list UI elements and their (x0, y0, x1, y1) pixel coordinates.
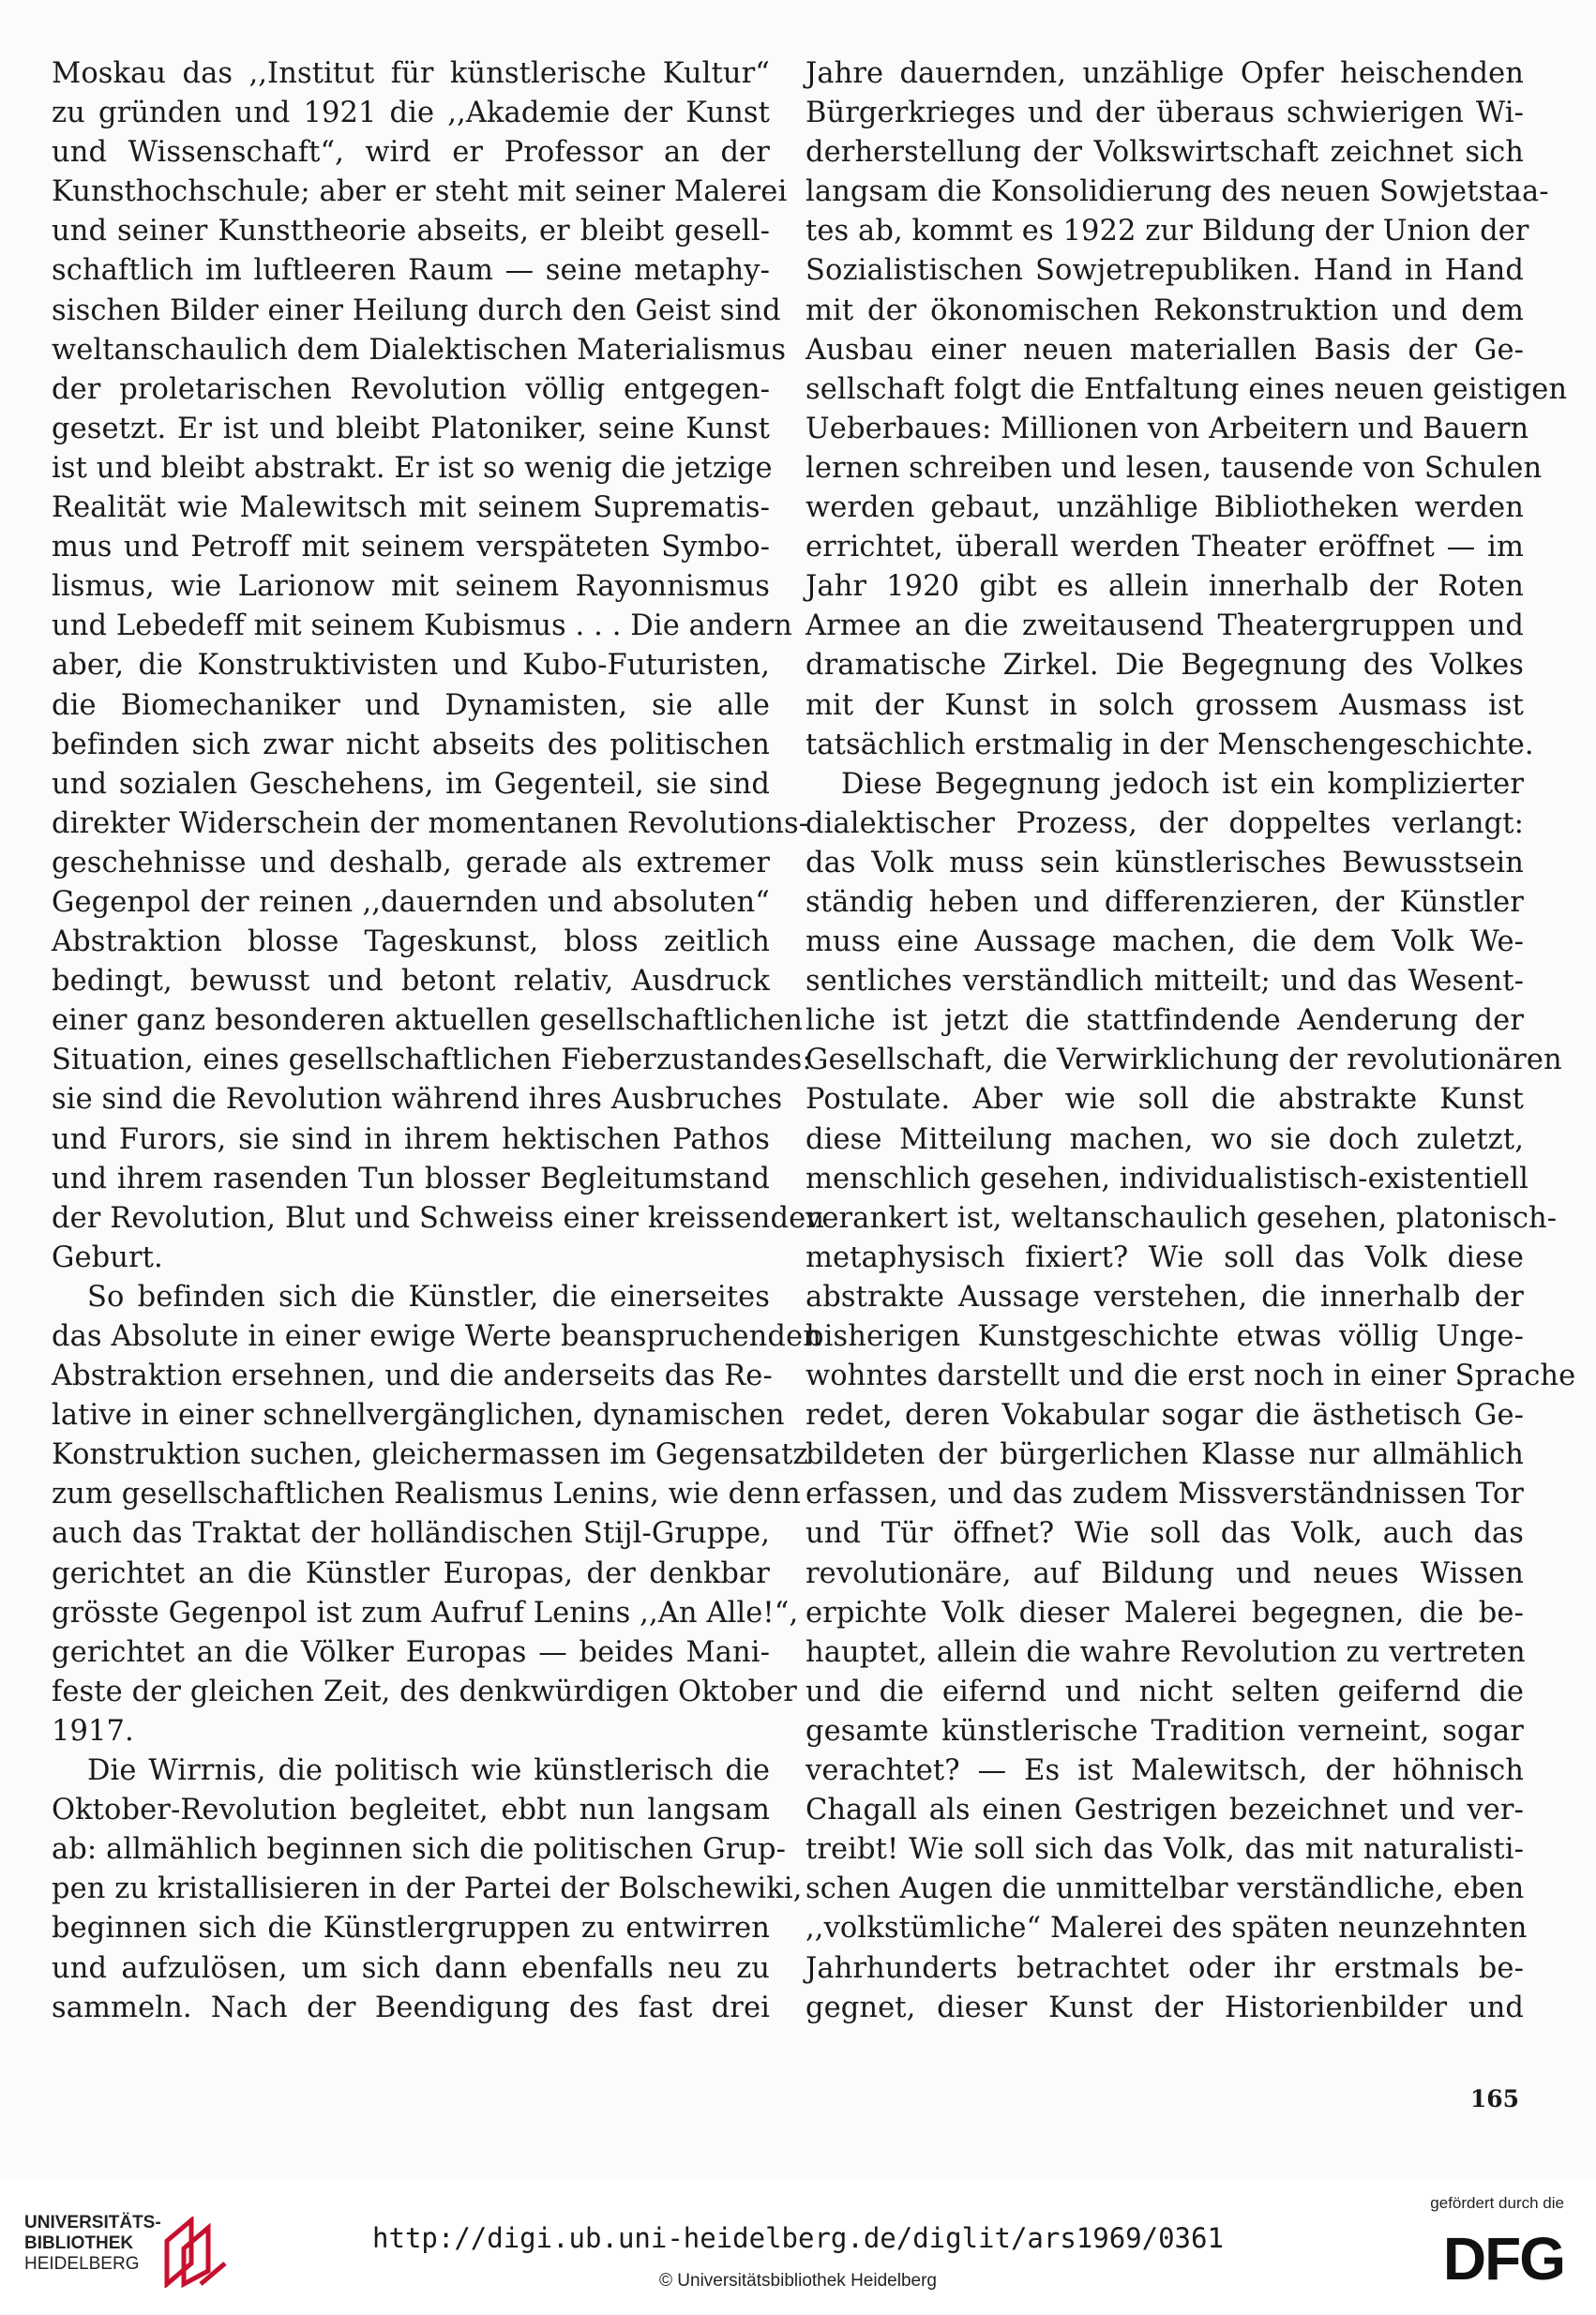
dfg-logo-icon: DFG (1442, 2225, 1564, 2292)
text-line: verankert ist, weltanschaulich gesehen, platonisch- (806, 1201, 1558, 1235)
text-line: 1917. (52, 1714, 134, 1748)
text-line: dramatische Zirkel. Die Begegnung des Volkes (806, 649, 1524, 683)
left-text-column (52, 54, 825, 2028)
text-line: Die Wirrnis, die politisch wie künstlerisch die (87, 1754, 770, 1788)
text-line: und sozialen Geschehens, im Gegenteil, sie sind (52, 767, 770, 801)
text-line: Sozialistischen Sowjetrepubliken. Hand in Hand (806, 254, 1524, 288)
text-line: feste der gleichen Zeit, des denkwürdigen Oktober (52, 1675, 797, 1708)
text-line: gesetzt. Er ist und bleibt Platoniker, seine Kunst (52, 412, 770, 445)
text-line: Jahrhunderts betrachtet oder ihr erstmals be- (806, 1951, 1524, 1985)
text-line: das Volk muss sein künstlerisches Bewusstsein (806, 846, 1524, 879)
text-line: langsam die Konsolidierung des neuen Sowjetstaa- (806, 175, 1549, 209)
text-line: Situation, eines gesellschaftlichen Fieberzustandes: (52, 1044, 812, 1077)
text-line: sammeln. Nach der Beendigung des fast drei (52, 1991, 770, 2024)
text-line: diese Mitteilung machen, wo sie doch zuletzt, (806, 1122, 1524, 1156)
text-line: menschlich gesehen, individualistisch-existentiell (806, 1162, 1528, 1195)
text-line: derherstellung der Volkswirtschaft zeichnet sich (806, 136, 1524, 170)
page-number: 165 (1469, 2085, 1519, 2112)
text-line: erfassen, und das zudem Missverständnissen Tor (806, 1478, 1524, 1511)
text-line: mit der Kunst in solch grossem Ausmass ist (806, 688, 1524, 722)
dfg-caption: gefördert durch die (1430, 2194, 1564, 2212)
text-line: Abstraktion blosse Tageskunst, bloss zeitlich (52, 925, 770, 959)
text-line: Moskau das ,,Institut für künstlerische Kultur“ (52, 57, 770, 90)
text-line: Jahr 1920 gibt es allein innerhalb der Roten (806, 570, 1524, 604)
text-line: errichtet, überall werden Theater eröffnet — im (806, 531, 1524, 564)
text-line: tatsächlich erstmalig in der Menschengeschichte. (806, 728, 1534, 761)
footer-bar (0, 2177, 1596, 2315)
text-line: und Lebedeff mit seinem Kubismus . . . Die andern (52, 609, 792, 643)
text-line: der Revolution, Blut und Schweiss einer kreissenden (52, 1201, 825, 1235)
text-line: mus und Petroff mit seinem verspäteten Symbo- (52, 531, 770, 564)
text-line: gerichtet an die Völker Europas — beides Mani- (52, 1635, 770, 1669)
text-line: weltanschaulich dem Dialektischen Materialismus (52, 333, 787, 367)
text-line: treibt! Wie soll sich das Volk, das mit naturalisti- (806, 1833, 1524, 1867)
text-line: und ihrem rasenden Tun blosser Begleitumstand (52, 1162, 770, 1195)
text-line: Postulate. Aber wie soll die abstrakte Kunst (806, 1083, 1524, 1117)
text-line: So befinden sich die Künstler, die einerseites (87, 1280, 770, 1314)
text-line: die Biomechaniker und Dynamisten, sie alle (52, 688, 770, 722)
text-line: Konstruktion suchen, gleichermassen im Gegensatz (52, 1438, 808, 1472)
text-line: erpichte Volk dieser Malerei begegnen, die be- (806, 1596, 1524, 1630)
library-name-line-2: BIBLIOTHEK (24, 2233, 134, 2253)
library-name-line-3: HEIDELBERG (24, 2254, 140, 2274)
text-line: geschehnisse und deshalb, gerade als extremer (52, 846, 770, 879)
text-line: verachtet? — Es ist Malewitsch, der höhnisch (806, 1754, 1524, 1788)
text-line: Diese Begegnung jedoch ist ein komplizierter (841, 767, 1524, 801)
text-line: Geburt. (52, 1240, 163, 1274)
text-line: Ausbau einer neuen materiallen Basis der Ge- (806, 333, 1524, 367)
text-line: abstrakte Aussage verstehen, die innerhalb der (806, 1280, 1524, 1314)
text-line: redet, deren Vokabular sogar die ästhetisch Ge- (806, 1399, 1524, 1433)
text-line: und seiner Kunsttheorie abseits, er bleibt gesell- (52, 215, 770, 248)
text-line: Kunsthochschule; aber er steht mit seiner Malerei (52, 175, 788, 209)
text-line: metaphysisch fixiert? Wie soll das Volk diese (806, 1240, 1524, 1274)
text-line: auch das Traktat der holländischen Stijl-Gruppe, (52, 1517, 770, 1551)
text-line: ständig heben und differenzieren, der Künstler (806, 885, 1524, 919)
text-line: ab: allmählich beginnen sich die politischen Grup- (52, 1833, 787, 1867)
text-line: gerichtet an die Künstler Europas, der denkbar (52, 1556, 770, 1590)
text-line: direkter Widerschein der momentanen Revolutions- (52, 806, 809, 840)
text-line: das Absolute in einer ewige Werte beanspruchenden (52, 1320, 821, 1353)
text-line: sischen Bilder einer Heilung durch den Geist sind (52, 293, 781, 327)
text-line: ist und bleibt abstrakt. Er ist so wenig die jetzige (52, 451, 773, 485)
text-line: bedingt, bewusst und betont relativ, Ausdruck (52, 965, 770, 999)
right-text-column (806, 54, 1576, 2028)
text-line: Ueberbaues: Millionen von Arbeitern und Bauern (806, 412, 1529, 445)
text-line: und die eifernd und nicht selten geifernd die (806, 1675, 1524, 1708)
text-line: befinden sich zwar nicht abseits des politischen (52, 728, 770, 761)
text-line: lismus, wie Larionow mit seinem Rayonnismus (52, 570, 770, 604)
source-url-link[interactable]: http://digi.ub.uni-heidelberg.de/diglit/ars1969/0361 (372, 2222, 1224, 2254)
text-line: sentliches verständlich mitteilt; und das Wesent- (806, 965, 1524, 999)
text-line: werden gebaut, unzählige Bibliotheken werden (806, 491, 1524, 525)
text-line: dialektischer Prozess, der doppeltes verlangt: (806, 806, 1524, 840)
text-line: sie sind die Revolution während ihres Ausbruches (52, 1083, 783, 1117)
text-line: und aufzulösen, um sich dann ebenfalls neu zu (52, 1951, 770, 1985)
text-line: pen zu kristallisieren in der Partei der Bolschewiki, (52, 1872, 803, 1906)
text-line: schaftlich im luftleeren Raum — seine metaphy- (52, 254, 770, 288)
text-line: bildeten der bürgerlichen Klasse nur allmählich (806, 1438, 1524, 1472)
text-line: Gegenpol der reinen ,,dauernden und absoluten“ (52, 885, 770, 919)
text-line: ,,volkstümliche“ Malerei des späten neunzehnten (806, 1912, 1528, 1946)
text-line: aber, die Konstruktivisten und Kubo-Futuristen, (52, 649, 770, 683)
text-line: der proletarischen Revolution völlig entgegen- (52, 372, 770, 406)
copyright-notice: © Universitätsbibliothek Heidelberg (659, 2271, 937, 2291)
text-line: zu gründen und 1921 die ,,Akademie der Kunst (52, 97, 770, 130)
text-line: Realität wie Malewitsch mit seinem Suprematis- (52, 491, 770, 525)
text-line: lative in einer schnellvergänglichen, dynamischen (52, 1399, 785, 1433)
text-line: Chagall als einen Gestrigen bezeichnet und ver- (806, 1794, 1524, 1827)
text-line: und Furors, sie sind in ihrem hektischen Pathos (52, 1122, 770, 1156)
library-name-line-1: UNIVERSITÄTS- (24, 2213, 161, 2232)
text-line: Oktober-Revolution begleitet, ebbt nun langsam (52, 1794, 770, 1827)
text-line: Jahre dauernden, unzählige Opfer heischenden (806, 57, 1524, 90)
text-line: lernen schreiben und lesen, tausende von Schulen (806, 451, 1543, 485)
text-line: mit der ökonomischen Rekonstruktion und dem (806, 293, 1524, 327)
text-line: Gesellschaft, die Verwirklichung der revolutionären (806, 1044, 1562, 1077)
text-line: grösste Gegenpol ist zum Aufruf Lenins ,,An Alle!“, (52, 1596, 799, 1630)
text-line: beginnen sich die Künstlergruppen zu entwirren (52, 1912, 770, 1946)
text-line: einer ganz besonderen aktuellen gesellschaftlichen (52, 1004, 803, 1038)
text-line: schen Augen die unmittelbar verständliche, eben (806, 1872, 1525, 1906)
text-line: sellschaft folgt die Entfaltung eines neuen geistigen (806, 372, 1568, 406)
text-line: liche ist jetzt die stattfindende Aenderung der (806, 1004, 1524, 1038)
text-line: wohntes darstellt und die erst noch in einer Sprache (806, 1360, 1576, 1393)
text-line: zum gesellschaftlichen Realismus Lenins, wie denn (52, 1478, 801, 1511)
text-line: Bürgerkrieges und der überaus schwierigen Wi- (806, 97, 1524, 130)
text-line: Armee an die zweitausend Theatergruppen und (806, 609, 1524, 643)
dfg-sponsor-block (1395, 2194, 1564, 2297)
text-line: und Tür öffnet? Wie soll das Volk, auch das (806, 1517, 1524, 1551)
text-line: tes ab, kommt es 1922 zur Bildung der Union der (806, 215, 1529, 248)
text-line: Abstraktion ersehnen, und die anderseits das Re- (52, 1360, 773, 1393)
text-line: muss eine Aussage machen, die dem Volk We- (806, 925, 1524, 959)
text-line: bisherigen Kunstgeschichte etwas völlig Unge- (806, 1320, 1524, 1353)
text-line: und Wissenschaft“, wird er Professor an der (52, 136, 770, 170)
text-line: gegnet, dieser Kunst der Historienbilder und (806, 1991, 1524, 2024)
text-line: revolutionäre, auf Bildung und neues Wissen (806, 1556, 1524, 1590)
text-line: gesamte künstlerische Tradition verneint, sogar (806, 1714, 1524, 1748)
text-line: hauptet, allein die wahre Revolution zu vertreten (806, 1635, 1526, 1669)
